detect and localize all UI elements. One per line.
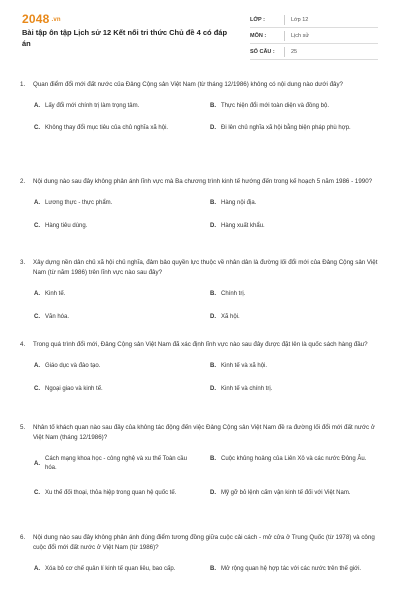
option-text: Xóa bỏ cơ chế quản lí kinh tế quan liêu, bao cấp. bbox=[45, 566, 176, 572]
meta-count-label: SỐ CÂU : bbox=[250, 48, 275, 55]
question-number: 6. bbox=[20, 534, 26, 541]
option-b[interactable] bbox=[210, 290, 371, 299]
question-5 bbox=[20, 423, 385, 518]
logo-main: 2048 bbox=[22, 12, 50, 26]
option-a[interactable] bbox=[34, 565, 195, 574]
option-letter: A. bbox=[34, 566, 40, 572]
meta-count-value: 25 bbox=[291, 48, 298, 55]
option-text: Chính trị. bbox=[221, 291, 246, 297]
option-text: Hàng nội địa. bbox=[221, 200, 257, 206]
option-a[interactable] bbox=[34, 290, 195, 299]
option-text: Xã hội. bbox=[221, 314, 240, 320]
meta-divider bbox=[284, 47, 285, 57]
option-letter: C. bbox=[34, 386, 40, 392]
option-c[interactable] bbox=[34, 124, 195, 133]
question-6 bbox=[20, 533, 385, 593]
option-text: Kinh tế và xã hội. bbox=[221, 363, 268, 369]
option-b[interactable] bbox=[210, 362, 371, 371]
option-letter: C. bbox=[34, 125, 40, 131]
option-letter: D. bbox=[210, 386, 216, 392]
question-2 bbox=[20, 177, 385, 237]
option-a[interactable] bbox=[34, 455, 195, 473]
option-c[interactable] bbox=[34, 313, 195, 322]
question-text: Trong quá trình đổi mới, Đảng Cộng sản Việt Nam đã xác định lĩnh vực nào sau đây được đặt lên là quốc sách hàng đầu? bbox=[33, 341, 368, 348]
option-text: Thực hiện đổi mới toàn diện và đồng bộ. bbox=[221, 103, 330, 109]
meta-count bbox=[250, 44, 378, 60]
option-text: Giáo dục và đào tạo. bbox=[45, 363, 101, 369]
option-c[interactable] bbox=[34, 489, 195, 498]
option-letter: A. bbox=[34, 363, 40, 369]
option-b[interactable] bbox=[210, 199, 371, 208]
option-letter: D. bbox=[210, 125, 216, 131]
question-number: 4. bbox=[20, 341, 26, 348]
meta-class bbox=[250, 12, 378, 28]
option-a[interactable] bbox=[34, 102, 195, 111]
option-letter: D. bbox=[210, 223, 216, 229]
option-letter: A. bbox=[34, 460, 40, 467]
option-text: Văn hóa. bbox=[45, 314, 70, 320]
option-letter: C. bbox=[34, 314, 40, 320]
option-letter: B. bbox=[210, 103, 216, 109]
option-letter: C. bbox=[34, 223, 40, 229]
option-text: Đi lên chủ nghĩa xã hội bằng biện pháp phù hợp. bbox=[221, 125, 351, 131]
option-text: Lấy đổi mới chính trị làm trọng tâm. bbox=[45, 103, 140, 109]
worksheet-title: Bài tập ôn tập Lịch sử 12 Kết nối tri thức Chủ đề 4 có đáp án bbox=[22, 28, 228, 48]
option-text: Kinh tế. bbox=[45, 291, 66, 297]
question-4 bbox=[20, 340, 385, 400]
question-text: Nội dung nào sau đây không phản ánh lĩnh vực mà Ba chương trình kinh tế hướng đến trong kế hoạch 5 năm 1986 - 1990? bbox=[33, 178, 373, 185]
option-b[interactable] bbox=[210, 455, 371, 464]
meta-subject-value: Lịch sử bbox=[291, 32, 310, 39]
question-text: Nội dung nào sau đây không phản ánh đúng điểm tương đồng giữa cuộc cải cách - mở cửa ở Trung Quốc (từ 1978) và công cuộc đổi mới đất nước ở Việt Nam (từ 1986)? bbox=[33, 534, 375, 551]
option-letter: B. bbox=[210, 200, 216, 206]
question-number: 3. bbox=[20, 259, 26, 266]
option-c[interactable] bbox=[34, 385, 195, 394]
option-letter: B. bbox=[210, 456, 216, 462]
meta-class-label: LỚP : bbox=[250, 16, 265, 23]
option-a[interactable] bbox=[34, 362, 195, 371]
question-text: Xây dựng nền dân chủ xã hội chủ nghĩa, đảm bảo quyền lực thuộc về nhân dân là đường lối đổi mới của Đảng Cộng sản Việt Nam (từ năm 1986) trên lĩnh vực nào sau đây? bbox=[33, 259, 378, 276]
option-c[interactable] bbox=[34, 222, 195, 231]
worksheet-meta bbox=[250, 12, 378, 60]
question-1 bbox=[20, 80, 385, 142]
option-text: Lương thực - thực phẩm. bbox=[45, 200, 113, 206]
option-text: Hàng tiêu dùng. bbox=[45, 223, 88, 229]
option-text: Hàng xuất khẩu. bbox=[221, 223, 265, 229]
meta-divider bbox=[284, 31, 285, 41]
site-logo[interactable] bbox=[22, 12, 61, 26]
option-text: Không thay đổi mục tiêu của chủ nghĩa xã hội. bbox=[45, 125, 169, 131]
page-header bbox=[0, 0, 400, 66]
meta-subject-label: MÔN : bbox=[250, 32, 267, 39]
option-text: Xu thế đối thoại, thỏa hiệp trong quan hệ quốc tế. bbox=[45, 490, 177, 496]
option-d[interactable] bbox=[210, 124, 371, 133]
question-number: 2. bbox=[20, 178, 26, 185]
option-text: Mỹ gỡ bỏ lệnh cấm vận kinh tế đối với Việt Nam. bbox=[221, 490, 351, 496]
option-a[interactable] bbox=[34, 199, 195, 208]
option-letter: D. bbox=[210, 314, 216, 320]
option-letter: A. bbox=[34, 103, 40, 109]
question-text: Nhân tố khách quan nào sau đây của không tác động đến việc Đảng Cộng sản Việt Nam đề ra đường lối đổi mới đất nước ở Việt Nam (tháng 12/1986)? bbox=[33, 424, 375, 441]
option-d[interactable] bbox=[210, 313, 371, 322]
option-letter: B. bbox=[210, 291, 216, 297]
option-letter: D. bbox=[210, 490, 216, 496]
option-text: Kinh tế và chính trị. bbox=[221, 386, 273, 392]
meta-divider bbox=[284, 15, 285, 25]
question-text: Quan điểm đổi mới đất nước của Đảng Cộng sản Việt Nam (từ tháng 12/1986) không có nội dung nào dưới đây? bbox=[33, 81, 343, 88]
option-d[interactable] bbox=[210, 489, 371, 498]
option-d[interactable] bbox=[210, 385, 371, 394]
option-text: Cách mạng khoa học - công nghệ và xu thế Toàn cầu hóa. bbox=[45, 456, 187, 471]
meta-class-value: Lớp 12 bbox=[291, 16, 309, 23]
option-letter: B. bbox=[210, 363, 216, 369]
option-b[interactable] bbox=[210, 565, 371, 574]
option-letter: A. bbox=[34, 291, 40, 297]
option-b[interactable] bbox=[210, 102, 371, 111]
question-number: 5. bbox=[20, 424, 26, 431]
question-number: 1. bbox=[20, 81, 26, 88]
meta-subject bbox=[250, 28, 378, 44]
logo-suffix: .vn bbox=[51, 16, 61, 23]
option-letter: C. bbox=[34, 490, 40, 496]
option-text: Mở rộng quan hệ hợp tác với các nước trên thế giới. bbox=[221, 566, 362, 572]
option-letter: A. bbox=[34, 200, 40, 206]
option-text: Ngoại giao và kinh tế. bbox=[45, 386, 103, 392]
option-d[interactable] bbox=[210, 222, 371, 231]
option-text: Cuộc khủng hoảng của Liên Xô và các nước Đông Âu. bbox=[221, 456, 367, 462]
option-letter: B. bbox=[210, 566, 216, 572]
question-3 bbox=[20, 258, 385, 328]
